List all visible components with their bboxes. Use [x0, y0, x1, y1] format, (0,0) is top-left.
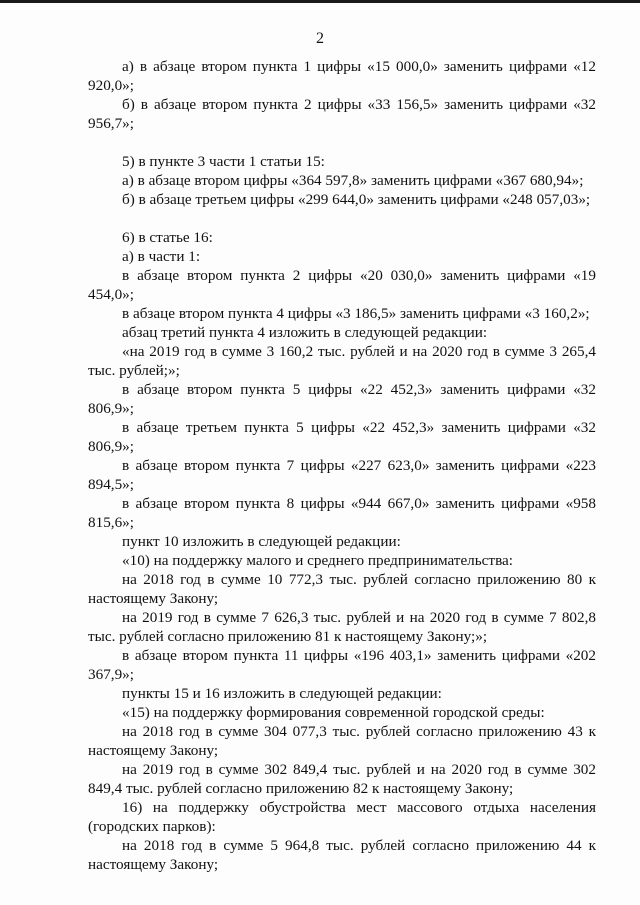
- paragraph: «на 2019 год в сумме 3 160,2 тыс. рублей и на 2020 год в сумме 3 265,4 тыс. рублей;»;: [88, 343, 596, 379]
- paragraph: б) в абзаце третьем цифры «299 644,0» заменить цифрами «248 057,03»;: [122, 191, 591, 208]
- blank-line: [88, 209, 596, 228]
- blank-line: [88, 133, 596, 152]
- top-border-line: [0, 0, 640, 3]
- paragraph: на 2019 год в сумме 302 849,4 тыс. рублей и на 2020 год в сумме 302 849,4 тыс. рублей согласно приложению 82 к настоящему Закону;: [88, 761, 596, 797]
- document-body: [88, 57, 596, 874]
- paragraph: на 2018 год в сумме 5 964,8 тыс. рублей согласно приложению 44 к настоящему Закону;: [88, 837, 596, 873]
- paragraph: а) в абзаце втором пункта 1 цифры «15 000,0» заменить цифрами «12 920,0»;: [88, 58, 596, 94]
- paragraph: 16) на поддержку обустройства мест массового отдыха населения (городских парков):: [88, 799, 596, 835]
- page-number: 2: [316, 30, 324, 47]
- paragraph: а) в части 1:: [122, 248, 201, 265]
- paragraph: б) в абзаце втором пункта 2 цифры «33 156,5» заменить цифрами «32 956,7»;: [88, 96, 596, 132]
- paragraph: в абзаце втором пункта 7 цифры «227 623,0» заменить цифрами «223 894,5»;: [88, 457, 596, 493]
- paragraph: «10) на поддержку малого и среднего предпринимательства:: [122, 552, 513, 569]
- paragraph: в абзаце втором пункта 2 цифры «20 030,0» заменить цифрами «19 454,0»;: [88, 267, 596, 303]
- paragraph: на 2018 год в сумме 10 772,3 тыс. рублей согласно приложению 80 к настоящему Закону;: [88, 571, 596, 607]
- paragraph: абзац третий пункта 4 изложить в следующей редакции:: [122, 324, 488, 341]
- paragraph: «15) на поддержку формирования современной городской среды:: [122, 704, 545, 721]
- paragraph: а) в абзаце втором цифры «364 597,8» заменить цифрами «367 680,94»;: [122, 172, 584, 189]
- paragraph: пункт 10 изложить в следующей редакции:: [122, 533, 401, 550]
- paragraph: на 2019 год в сумме 7 626,3 тыс. рублей и на 2020 год в сумме 7 802,8 тыс. рублей согласно приложению 81 к настоящему Закону;»;: [88, 609, 596, 645]
- paragraph: в абзаце втором пункта 5 цифры «22 452,3» заменить цифрами «32 806,9»;: [88, 381, 596, 417]
- paragraph: на 2018 год в сумме 304 077,3 тыс. рублей согласно приложению 43 к настоящему Закону;: [88, 723, 596, 759]
- paragraph: 5) в пункте 3 части 1 статьи 15:: [122, 153, 325, 170]
- paragraph: 6) в статье 16:: [122, 229, 213, 246]
- paragraph: в абзаце втором пункта 4 цифры «3 186,5» заменить цифрами «3 160,2»;: [122, 305, 590, 322]
- paragraph: в абзаце третьем пункта 5 цифры «22 452,3» заменить цифрами «32 806,9»;: [88, 419, 596, 455]
- paragraph: в абзаце втором пункта 8 цифры «944 667,0» заменить цифрами «958 815,6»;: [88, 495, 596, 531]
- paragraph: пункты 15 и 16 изложить в следующей редакции:: [122, 685, 442, 702]
- paragraph: в абзаце втором пункта 11 цифры «196 403,1» заменить цифрами «202 367,9»;: [88, 647, 596, 683]
